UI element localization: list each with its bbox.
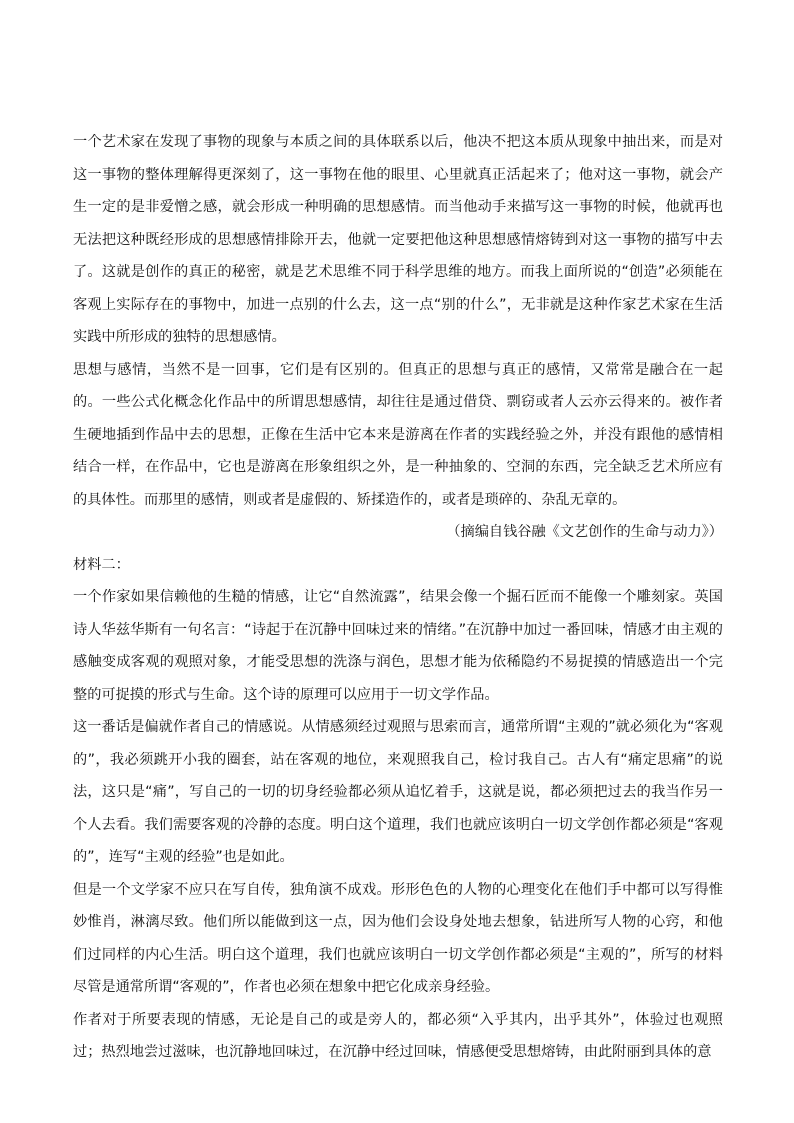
material1-source-citation: （摘编自钱谷融《文艺创作的生命与动力》） [446, 524, 723, 540]
material2-heading: 材料二： [73, 556, 130, 573]
material2-paragraph-3: 但是一个文学家不应只在写自传，独角演不成戏。形形色色的人物的心理变化在他们手中都可以写得惟妙惟肖，淋漓尽致。他们所以能做到这一点，因为他们会设身处地去想象，钻进所写人物的心窍，和他们过同样的内心生活。明白这个道理，我们也就应该明白一切文学创作都必须是“主观的”，所写的材料尽管是通常所谓“客观的”，作者也必须在想象中把它化成亲身经验。 [73, 881, 723, 995]
material2-paragraph-2: 这一番话是偏就作者自己的情感说。从情感须经过观照与思索而言，通常所谓“主观的”就必须化为“客观的”，我必须跳开小我的圈套，站在客观的地位，来观照我自己，检讨我自己。古人有“痛定思痛”的说法，这只是“痛”，写自己的一切的切身经验都必须从追忆着手，这就是说，都必须把过去的我当作另一个人去看。我们需要客观的冷静的态度。明白这个道理，我们也就应该明白一切文学创作都必须是“客观的”，连写“主观的经验”也是如此。 [73, 719, 723, 865]
material1-paragraph-1: 一个艺术家在发现了事物的现象与本质之间的具体联系以后，他决不把这本质从现象中抽出来，而是对这一事物的整体理解得更深刻了，这一事物在他的眼里、心里就真正活起来了；他对这一事物，就会产生一定的是非爱憎之感，就会形成一种明确的思想感情。而当他动手来描写这一事物的时候，他就再也无法把这种既经形成的思想感情排除开去，他就一定要把他这种思想感情熔铸到对这一事物的描写中去了。这就是创作的真正的秘密，就是艺术思维不同于科学思维的地方。而我上面所说的“创造”必须能在客观上实际存在的事物中，加进一点别的什么去，这一点“别的什么”，无非就是这种作家艺术家在生活实践中所形成的独特的思想感情。 [73, 134, 723, 345]
material2-paragraph-1: 一个作家如果信赖他的生糙的情感，让它“自然流露”，结果会像一个掘石匠而不能像一个雕刻家。英国诗人华兹华斯有一句名言：“诗起于在沉静中回味过来的情绪。”在沉静中加过一番回味，情感才由主观的感触变成客观的观照对象，才能受思想的洗涤与润色，思想才能为依稀隐约不易捉摸的情感造出一个完整的可捉摸的形式与生命。这个诗的原理可以应用于一切文学作品。 [73, 589, 723, 703]
material2-paragraph-4: 作者对于所要表现的情感，无论是自己的或是旁人的，都必须“入乎其内，出乎其外”，体验过也观照过；热烈地尝过滋味，也沉静地回味过，在沉静中经过回味，情感便受思想熔铸，由此附丽到具体的意 [73, 1011, 723, 1060]
material1-paragraph-2: 思想与感情，当然不是一回事，它们是有区别的。但真正的思想与真正的感情，又常常是融合在一起的。一些公式化概念化作品中的所谓思想感情，却往往是通过借贷、剽窃或者人云亦云得来的。被作者生硬地插到作品中去的思想，正像在生活中它本来是游离在作者的实践经验之外，并没有跟他的感情相结合一样，在作品中，它也是游离在形象组织之外，是一种抽象的、空洞的东西，完全缺乏艺术所应有的具体性。而那里的感情，则或者是虚假的、矫揉造作的，或者是琐碎的、杂乱无章的。 [73, 361, 723, 508]
document-page [73, 126, 723, 1069]
